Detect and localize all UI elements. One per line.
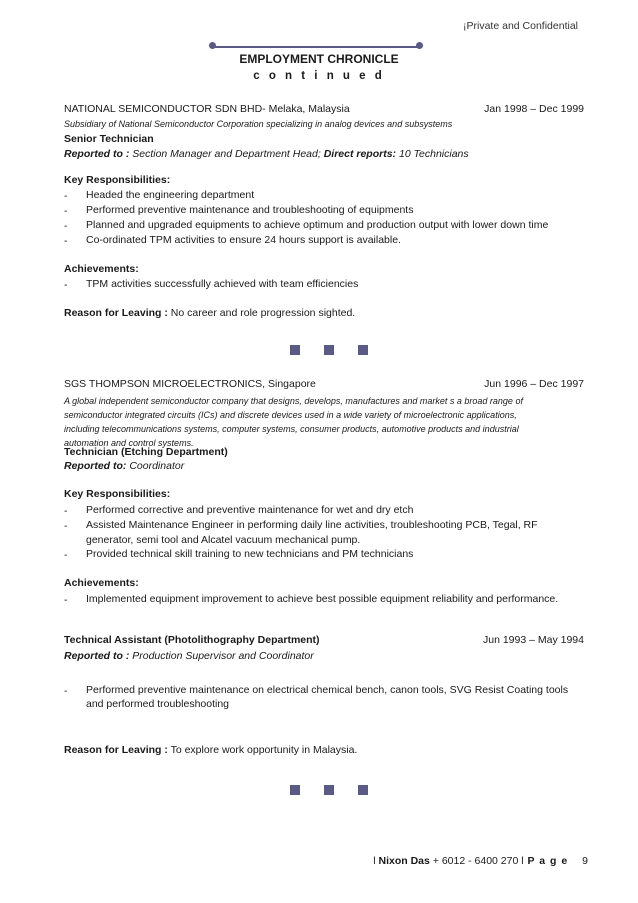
job1-resp-item: Planned and upgraded equipments to achieve optimum and production output with lower down time xyxy=(86,219,549,231)
job1-resp-heading: Key Responsibilities: xyxy=(64,174,171,186)
job1-dates: Jan 1998 – Dec 1999 xyxy=(484,103,584,115)
job1-ach-heading: Achievements: xyxy=(64,263,139,275)
title-rule xyxy=(212,46,419,48)
footer-name: Nixon Das xyxy=(375,855,430,867)
job3-position: Technical Assistant (Photolithography Department) xyxy=(64,634,320,646)
job3-reported-label: Reported to : xyxy=(64,650,130,662)
job1-reported-label: Reported to : xyxy=(64,148,130,160)
bullet: - xyxy=(64,190,68,202)
job1-resp-item: Performed preventive maintenance and troubleshooting of equipments xyxy=(86,204,414,216)
divider-square xyxy=(290,785,300,795)
job3-leaving-label: Reason for Leaving : xyxy=(64,744,168,756)
footer-separator: l xyxy=(373,855,376,867)
job2-description-line: automation and control systems. xyxy=(64,438,194,448)
job1-ach-item: TPM activities successfully achieved with team efficiencies xyxy=(86,278,359,290)
bullet: - xyxy=(64,594,68,606)
bullet: - xyxy=(64,220,68,232)
bullet: - xyxy=(64,520,68,532)
job2-reported-value: Coordinator xyxy=(126,460,185,472)
job1-direct-label: Direct reports: xyxy=(320,148,397,160)
divider-square xyxy=(358,345,368,355)
job1-resp-item: Headed the engineering department xyxy=(86,189,255,201)
job2-resp-item: Assisted Maintenance Engineer in performing daily line activities, troubleshooting PCB, Tegal, RF xyxy=(86,519,538,531)
job2-resp-item: Performed corrective and preventive maintenance for wet and dry etch xyxy=(86,504,414,516)
job2-dates: Jun 1996 – Dec 1997 xyxy=(484,378,584,390)
bullet: - xyxy=(64,279,68,291)
job2-resp-item: Provided technical skill training to new technicians and PM technicians xyxy=(86,548,414,560)
job3-reported xyxy=(64,650,314,662)
job2-reported-label: Reported to: xyxy=(64,460,127,472)
job3-reported-value: Production Supervisor and Coordinator xyxy=(129,650,314,662)
page-subtitle: c o n t i n u e d xyxy=(253,70,385,82)
job1-direct-value: 10 Technicians xyxy=(396,148,469,160)
job2-resp-item-cont: generator, semi tool and Alcatel vacuum mechanical pump. xyxy=(86,534,361,546)
job2-description xyxy=(64,394,584,450)
job2-position: Technician (Etching Department) xyxy=(64,446,228,458)
job2-description-line: including telecommunications systems, computer systems, consumer products, automotive products and industrial xyxy=(64,424,519,434)
confidential-label: ¡Private and Confidential xyxy=(463,20,578,32)
job2-description-line: semiconductor integrated circuits (ICs) and discrete devices used in a wide variety of microelectronic applications, xyxy=(64,410,517,420)
job2-resp-heading: Key Responsibilities: xyxy=(64,488,171,500)
divider-square xyxy=(358,785,368,795)
job1-resp-item: Co-ordinated TPM activities to ensure 24 hours support is available. xyxy=(86,234,401,246)
job1-leaving xyxy=(64,307,355,319)
job3-leaving-value: To explore work opportunity in Malaysia. xyxy=(167,744,358,756)
job2-ach-heading: Achievements: xyxy=(64,577,139,589)
job1-leaving-value: No career and role progression sighted. xyxy=(167,307,356,319)
job3-resp-item-cont: and performed troubleshooting xyxy=(86,698,230,710)
footer-page-number: 9 xyxy=(582,855,588,867)
job3-resp-item: Performed preventive maintenance on electrical chemical bench, canon tools, SVG Resist Coating tools xyxy=(86,684,569,696)
divider-square xyxy=(324,785,334,795)
bullet: - xyxy=(64,685,68,697)
divider-square xyxy=(324,345,334,355)
job3-dates: Jun 1993 – May 1994 xyxy=(483,634,584,646)
footer-page-label: P a g e xyxy=(523,855,569,867)
job3-leaving xyxy=(64,744,357,756)
footer-phone: + 6012 - 6400 270 xyxy=(429,855,522,867)
bullet: - xyxy=(64,235,68,247)
bullet: - xyxy=(64,505,68,517)
job2-description-line: A global independent semiconductor company that designs, develops, manufactures and market s a broad range of xyxy=(64,396,523,406)
job1-position: Senior Technician xyxy=(64,133,154,145)
job2-ach-item: Implemented equipment improvement to achieve best possible equipment reliability and performance. xyxy=(86,593,559,605)
job1-reported xyxy=(64,148,469,160)
job2-reported xyxy=(64,460,184,472)
job1-company: NATIONAL SEMICONDUCTOR SDN BHD- Melaka, Malaysia xyxy=(64,103,350,115)
footer-separator: l xyxy=(521,855,524,867)
bullet: - xyxy=(64,549,68,561)
job2-company: SGS THOMPSON MICROELECTRONICS, Singapore xyxy=(64,378,316,390)
page-footer xyxy=(373,855,588,867)
rule-right-dot xyxy=(416,42,423,49)
divider-square xyxy=(290,345,300,355)
job1-reported-value: Section Manager and Department Head; xyxy=(129,148,321,160)
page-title: EMPLOYMENT CHRONICLE xyxy=(239,52,399,66)
job1-description: Subsidiary of National Semiconductor Corporation specializing in analog devices and subsystems xyxy=(64,119,453,129)
job1-leaving-label: Reason for Leaving : xyxy=(64,307,168,319)
bullet: - xyxy=(64,205,68,217)
